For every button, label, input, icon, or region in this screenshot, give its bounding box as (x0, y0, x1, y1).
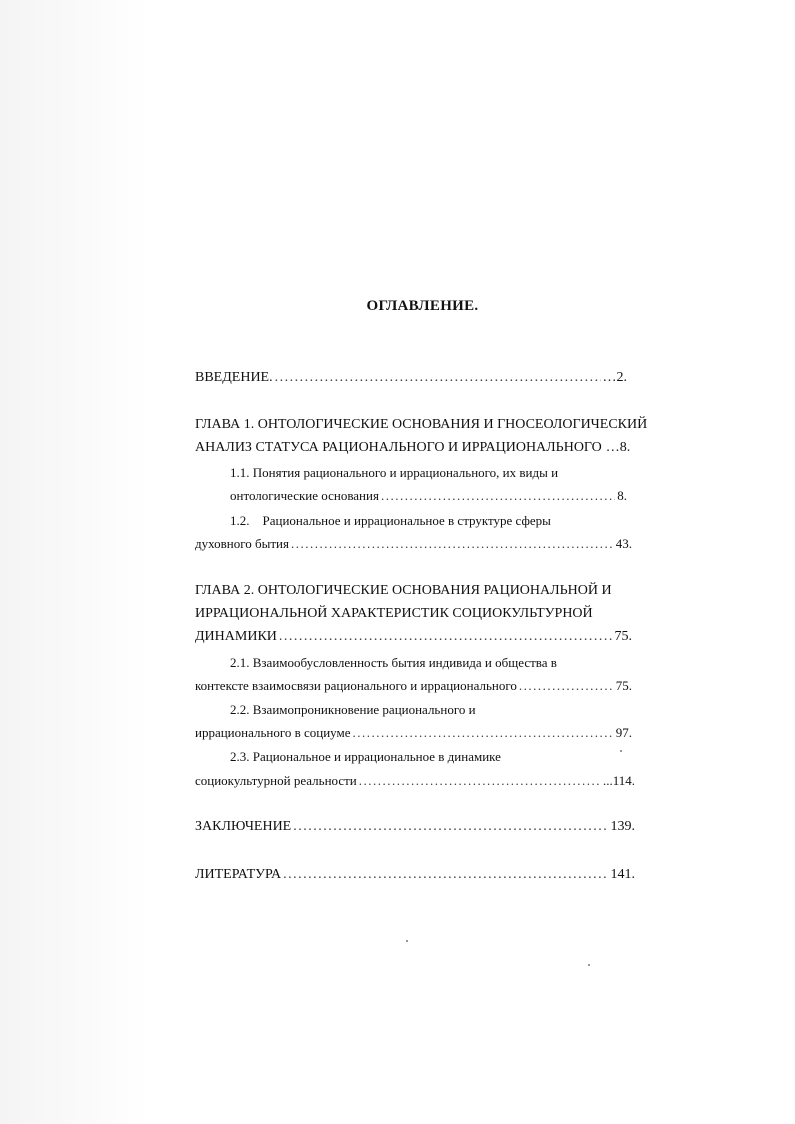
dot-leader (293, 818, 608, 836)
toc-page-number: 139. (610, 819, 635, 834)
toc-page-number: 75. (614, 629, 632, 644)
dot-leader (381, 487, 615, 505)
toc-page-number: 8. (617, 488, 627, 503)
toc-entry-label: социокультурной реальности (195, 773, 357, 788)
toc-entry-label: ЗАКЛЮЧЕНИЕ (195, 819, 292, 834)
toc-entry-intro (195, 369, 627, 387)
page-title: ОГЛАВЛЕНИЕ. (366, 298, 479, 314)
scan-speck (620, 750, 622, 752)
dot-leader (519, 677, 614, 695)
toc-entry-conclusion (195, 818, 635, 836)
toc-entry-label: ДИНАМИКИ (195, 629, 277, 644)
toc-entry-label: АНАЛИЗ СТАТУСА РАЦИОНАЛЬНОГО И ИРРАЦИОНАЛЬНОГО (195, 440, 602, 455)
toc-page-number: 43. (615, 536, 632, 551)
toc-entry-section-2-2 (195, 724, 632, 742)
chapter-2-title-line-1: ГЛАВА 2. ОНТОЛОГИЧЕСКИЕ ОСНОВАНИЯ РАЦИОНАЛЬНОЙ И (195, 583, 612, 598)
scan-speck (406, 940, 408, 942)
toc-entry-section-1-1 (230, 487, 627, 505)
toc-page-number: 141. (610, 867, 635, 882)
section-2-3-line-1: 2.3. Рациональное и иррациональное в динамике (230, 749, 501, 764)
dot-leader (359, 772, 601, 790)
section-2-2-line-1: 2.2. Взаимопроникновение рационального и (230, 702, 476, 717)
toc-page-number: …8. (605, 440, 631, 455)
toc-page-number: ...114. (602, 773, 635, 788)
toc-entry-label: иррационального в социуме (195, 725, 351, 740)
toc-page-number: 75. (615, 678, 632, 693)
toc-entry-literature (195, 866, 635, 884)
toc-entry-label: ЛИТЕРАТУРА (195, 867, 282, 882)
toc-entry-chapter-2 (195, 628, 632, 646)
toc-entry-section-2-3 (195, 772, 635, 790)
section-2-1-line-1: 2.1. Взаимообусловленность бытия индивида и общества в (230, 655, 557, 670)
section-1-2-line-1: 1.2. Рациональное и иррациональное в структуре сферы (230, 513, 551, 528)
dot-leader (283, 866, 608, 884)
toc-entry-label: ВВЕДЕНИЕ. (195, 370, 273, 385)
toc-page-number: 97. (615, 725, 632, 740)
toc-entry-section-1-2 (195, 535, 632, 553)
dot-leader (291, 535, 614, 553)
toc-entry-label: онтологические основания (230, 488, 379, 503)
dot-leader (353, 724, 614, 742)
toc-entry-label: духовного бытия (195, 536, 289, 551)
toc-page-number: …2. (602, 370, 627, 385)
toc-entry-chapter-1 (195, 439, 631, 457)
section-1-1-line-1: 1.1. Понятия рационального и иррационального, их виды и (230, 465, 559, 480)
toc-entry-section-2-1 (195, 677, 632, 695)
dot-leader (275, 369, 601, 387)
chapter-1-title-line-1: ГЛАВА 1. ОНТОЛОГИЧЕСКИЕ ОСНОВАНИЯ И ГНОСЕОЛОГИЧЕСКИЙ (195, 417, 648, 432)
toc-entry-label: контексте взаимосвязи рационального и иррационального (195, 678, 517, 693)
chapter-2-title-line-2: ИРРАЦИОНАЛЬНОЙ ХАРАКТЕРИСТИК СОЦИОКУЛЬТУРНОЙ (195, 606, 593, 621)
dot-leader (279, 628, 613, 646)
scan-speck (588, 964, 590, 966)
